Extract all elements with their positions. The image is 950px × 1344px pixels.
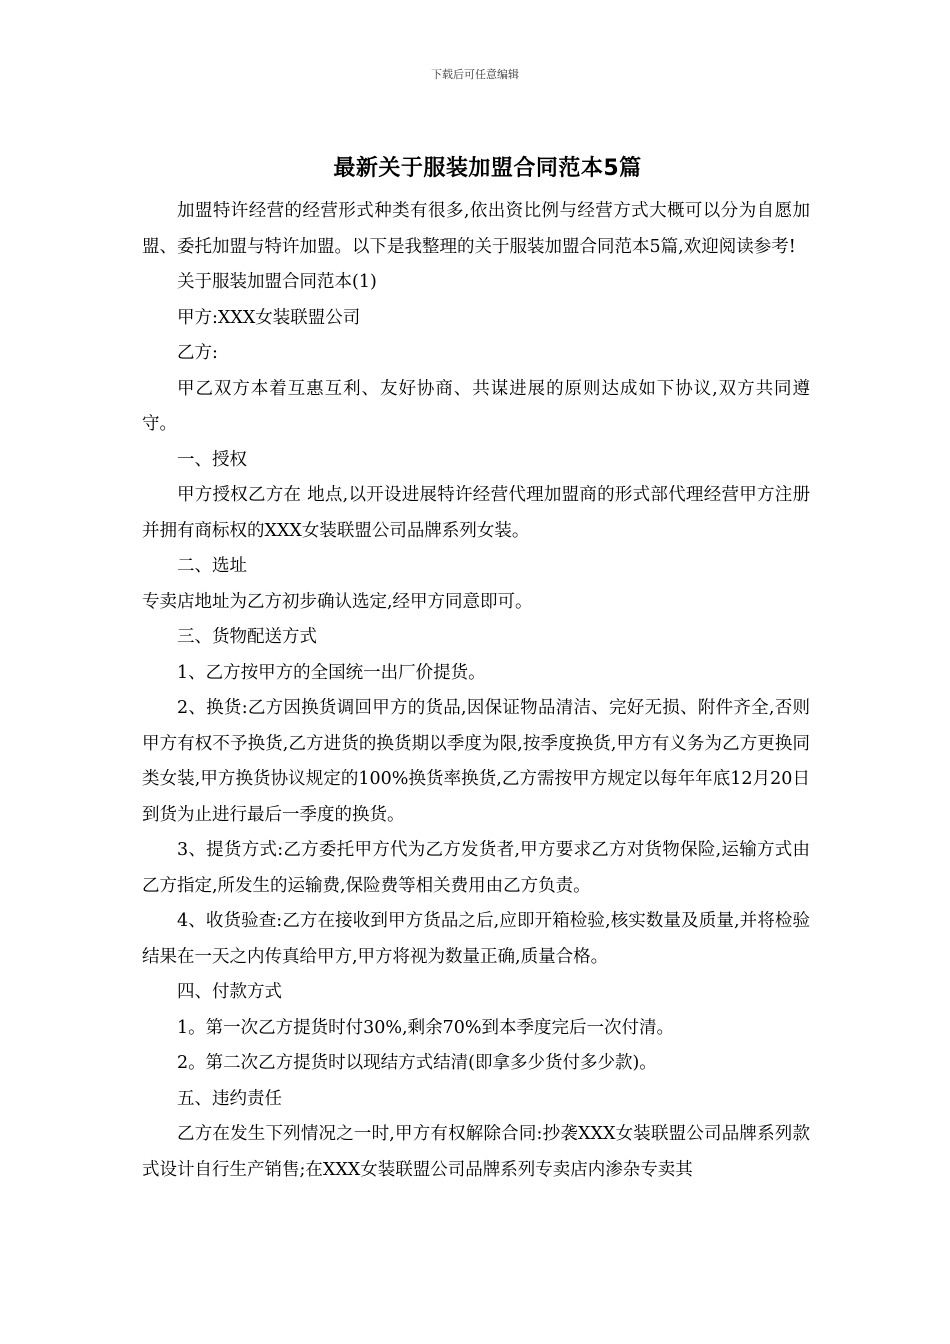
paragraph-payment-2: 2。第二次乙方提货时以现结方式结清(即拿多少货付多少款)。 — [177, 1053, 657, 1073]
paragraph-location: 专卖店地址为乙方初步确认选定,经甲方同意即可。 — [142, 591, 533, 612]
paragraph-delivery-1: 1、乙方按甲方的全国统一出厂价提货。 — [177, 662, 486, 683]
paragraph-party-b: 乙方: — [177, 343, 218, 363]
section-heading-delivery: 三、货物配送方式 — [177, 627, 317, 647]
paragraph-subtitle: 关于服装加盟合同范本(1) — [177, 272, 377, 292]
section-heading-liability: 五、违约责任 — [177, 1088, 282, 1109]
section-heading-location: 二、选址 — [177, 556, 247, 576]
paragraph-payment-1: 1。第一次乙方提货时付30%,剩余70%到本季度完后一次付清。 — [177, 1017, 674, 1038]
document-body — [142, 194, 810, 1188]
paragraph-authorization: 甲方授权乙方在 地点,以开设进展特许经营代理加盟商的形式部代理经营甲方注册并拥有商标权的XXX女装联盟公司品牌系列女装。 — [142, 485, 810, 541]
paragraph-delivery-3: 3、提货方式:乙方委托甲方代为乙方发货者,甲方要求乙方对货物保险,运输方式由乙方指定,所发生的运输费,保险费等相关费用由乙方负责。 — [142, 840, 810, 896]
paragraph-delivery-4: 4、收货验查:乙方在接收到甲方货品之后,应即开箱检验,核实数量及质量,并将检验结果在一天之内传真给甲方,甲方将视为数量正确,质量合格。 — [142, 911, 810, 967]
paragraph-party-a: 甲方:XXX女装联盟公司 — [177, 307, 361, 328]
paragraph-delivery-2: 2、换货:乙方因换货调回甲方的货品,因保证物品清洁、完好无损、附件齐全,否则甲方有权不予换货,乙方进货的换货期以季度为限,按季度换货,甲方有义务为乙方更换同类女装,甲方换货协议规定的100%换货率换货,乙方需按甲方规定以每年年底12月20日到货为止进行最后一季度的换货。 — [142, 698, 810, 825]
paragraph-agreement: 甲乙双方本着互惠互利、友好协商、共谋进展的原则达成如下协议,双方共同遵守。 — [142, 378, 810, 434]
section-heading-authorization: 一、授权 — [177, 449, 247, 470]
section-heading-payment: 四、付款方式 — [177, 982, 282, 1002]
document-title: 最新关于服装加盟合同范本5篇 — [333, 156, 642, 181]
paragraph-intro: 加盟特许经营的经营形式种类有很多,依出资比例与经营方式大概可以分为自愿加盟、委托加盟与特许加盟。以下是我整理的关于服装加盟合同范本5篇,欢迎阅读参考! — [142, 201, 810, 257]
paragraph-liability: 乙方在发生下列情况之一时,甲方有权解除合同:抄袭XXX女装联盟公司品牌系列款式设计自行生产销售;在XXX女装联盟公司品牌系列专卖店内渗杂专卖其 — [142, 1124, 810, 1180]
header-note: 下载后可任意编辑 — [431, 68, 519, 81]
